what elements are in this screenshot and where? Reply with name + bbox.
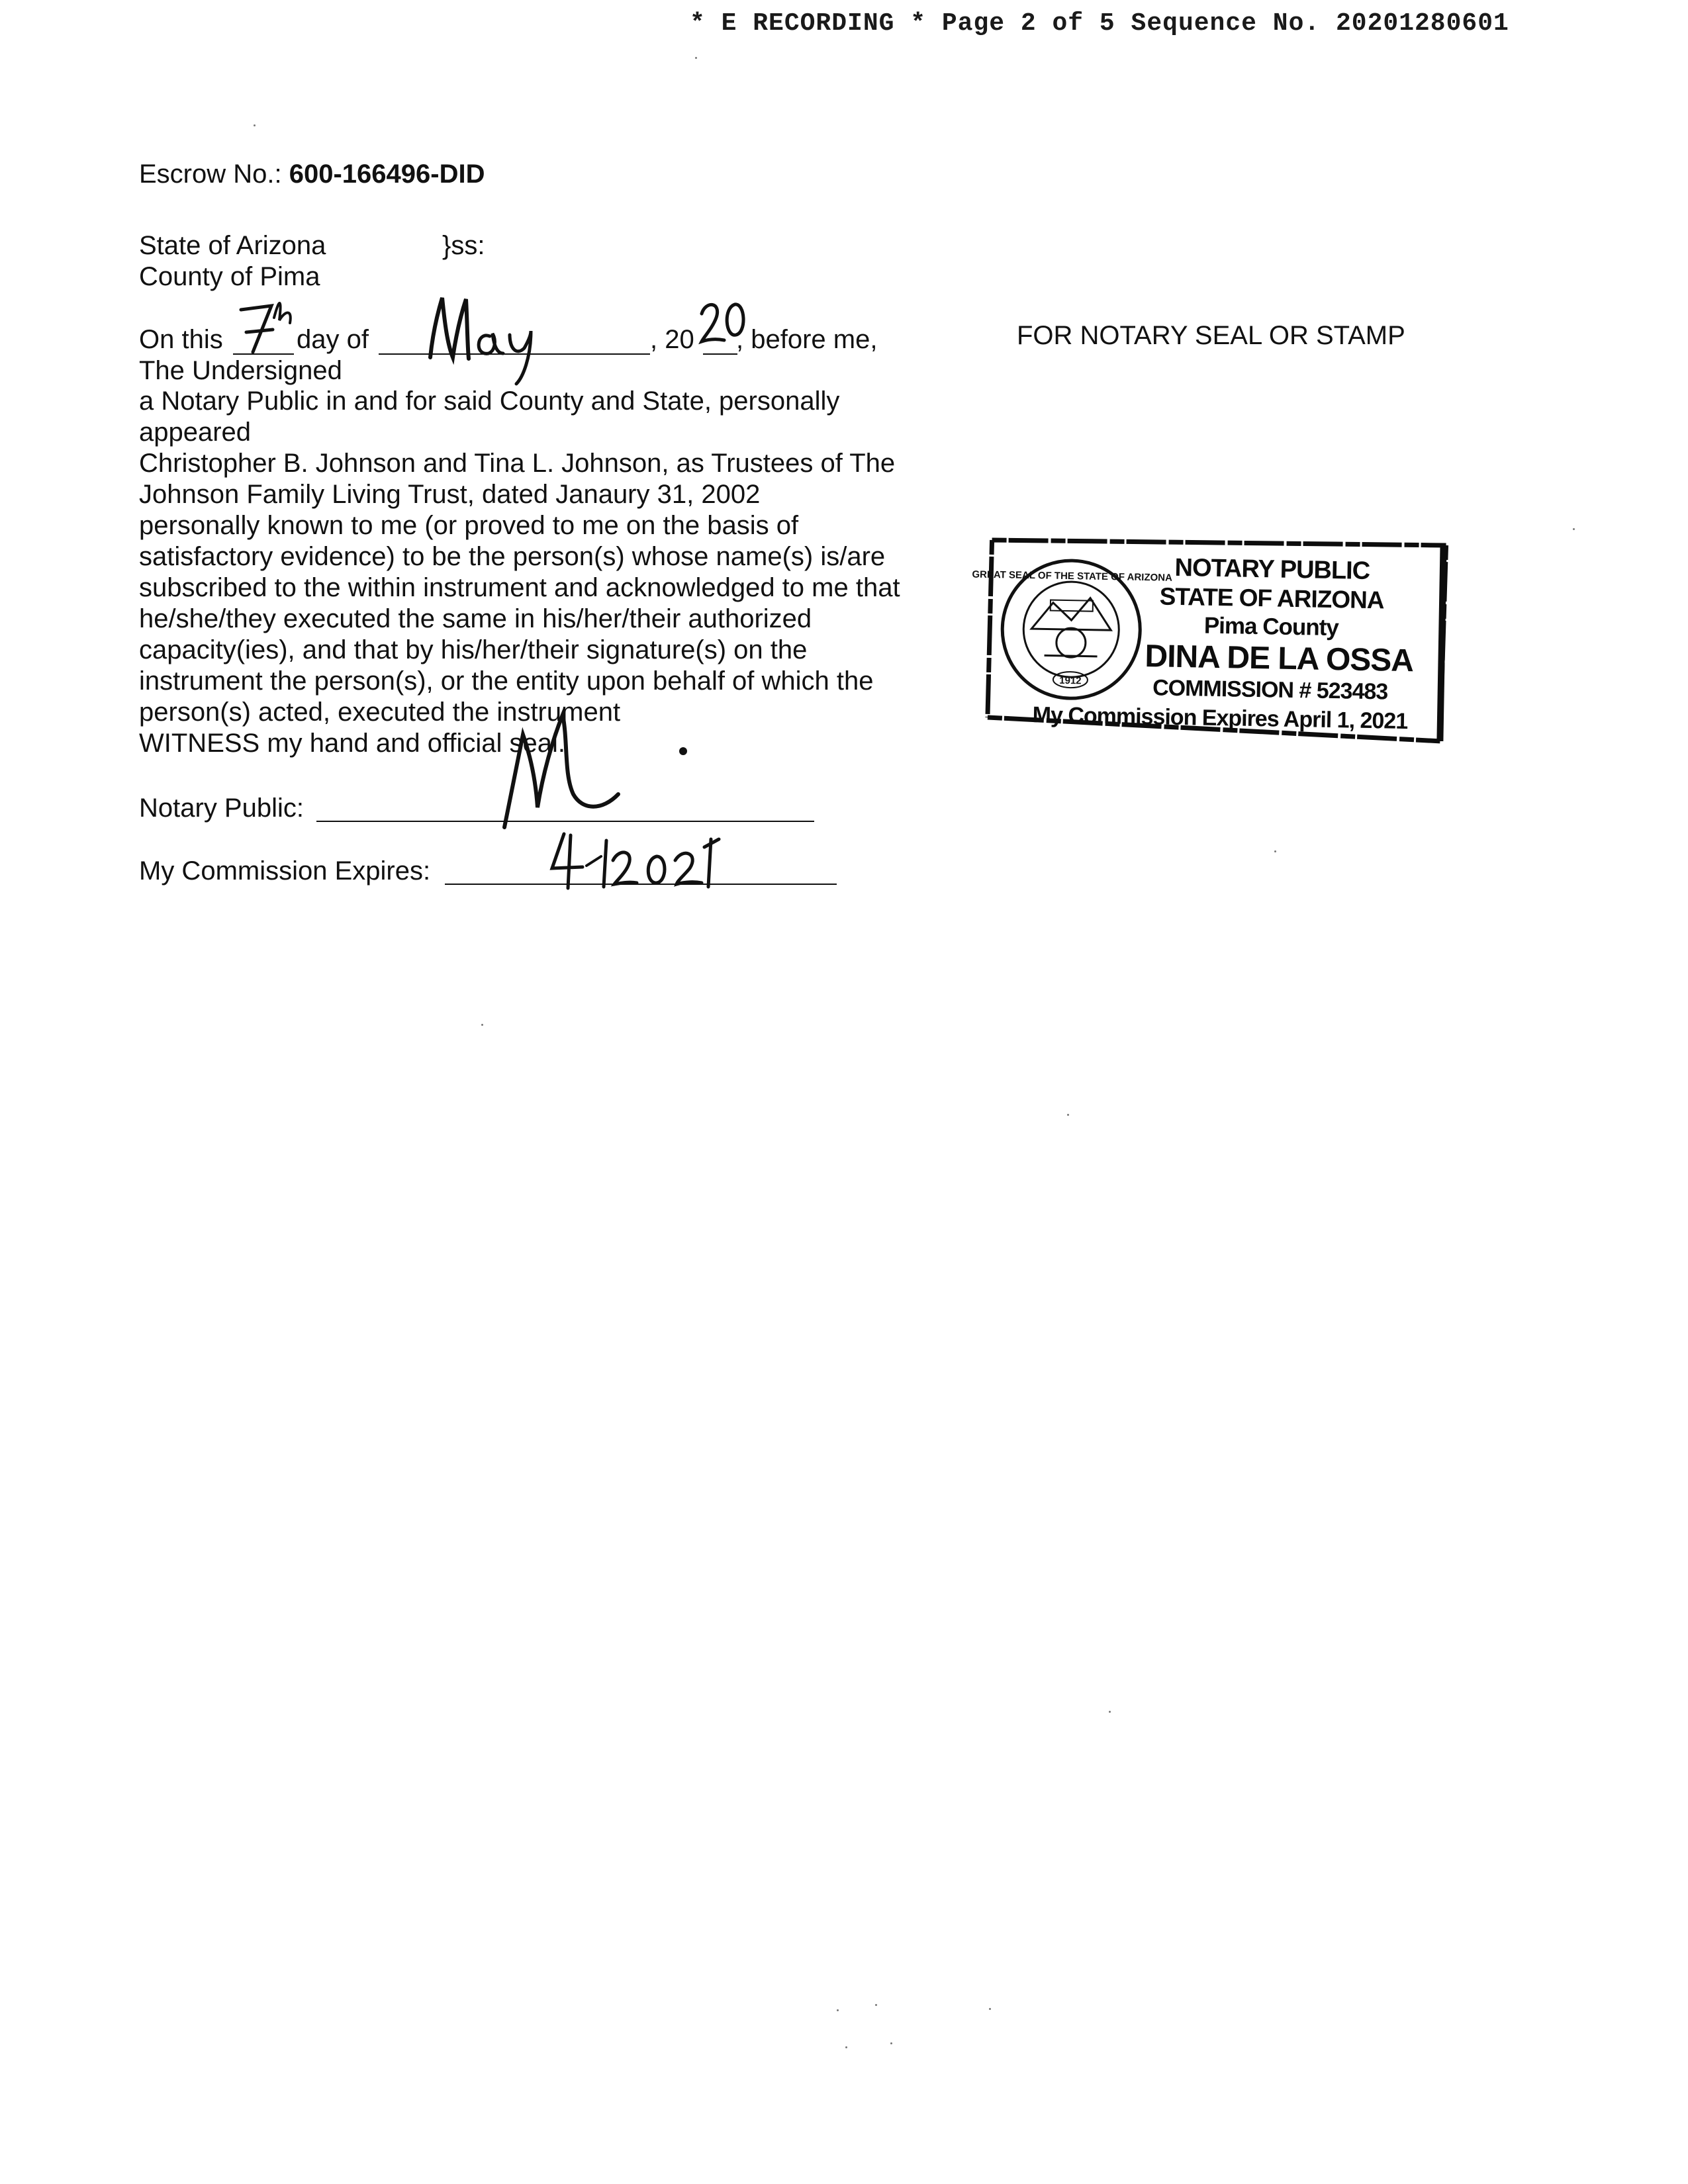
seal-text: GREAT SEAL OF THE STATE OF ARIZONA: [972, 569, 1173, 584]
notary-seal-caption: FOR NOTARY SEAL OR STAMP: [1017, 321, 1405, 350]
scan-speck: [989, 2008, 991, 2010]
commission-expires-line: [445, 884, 837, 885]
body-line-1: a Notary Public in and for said County and State, personally: [139, 387, 840, 416]
day-blank: [233, 353, 294, 355]
scan-speck: [481, 1024, 483, 1026]
undersigned-line: The Undersigned: [139, 356, 342, 385]
day-of-label: day of: [297, 325, 369, 354]
body-line-10: instrument the person(s), or the entity upon behalf of which the: [139, 666, 874, 696]
commission-expires-label: My Commission Expires:: [139, 856, 431, 886]
escrow-number: 600-166496-DID: [289, 159, 485, 189]
scan-speck: [837, 2009, 839, 2011]
venue-county: County of Pima: [139, 262, 320, 291]
stamp-commission-number: COMMISSION # 523483: [1152, 675, 1388, 705]
page-indicator: Page 2 of 5: [941, 9, 1115, 38]
handwritten-month: [424, 285, 556, 390]
handwritten-day: [233, 291, 306, 357]
body-line-7: subscribed to the within instrument and acknowledged to me that: [139, 573, 900, 602]
body-line-8: he/she/they executed the same in his/her/their authorized: [139, 604, 812, 633]
scan-speck: [890, 2042, 892, 2044]
escrow-label: Escrow No.:: [139, 159, 282, 189]
witness-line: WITNESS my hand and official seal.: [139, 729, 565, 758]
venue-state: State of Arizona: [139, 231, 326, 260]
year-prefix: , 20: [650, 325, 694, 354]
scan-speck: [845, 2046, 847, 2048]
notary-stamp: [972, 532, 1451, 749]
body-line-6: satisfactory evidence) to be the person(s) whose name(s) is/are: [139, 542, 886, 571]
scan-speck: [1573, 528, 1575, 530]
on-this-label: On this: [139, 325, 223, 354]
stamp-state: STATE OF ARIZONA: [1159, 582, 1384, 614]
month-blank: [379, 353, 650, 355]
scan-speck: [875, 2004, 877, 2006]
stamp-notary-name: DINA DE LA OSSA: [1145, 639, 1414, 679]
recording-header: [690, 9, 1590, 38]
body-line-9: capacity(ies), and that by his/her/their signature(s) on the: [139, 635, 808, 664]
scan-speck: [254, 124, 256, 126]
scan-speck: [695, 57, 697, 59]
recording-label: * E RECORDING *: [690, 9, 927, 38]
notary-public-label: Notary Public:: [139, 794, 304, 823]
scan-speck: [1274, 850, 1276, 852]
sequence-number: Sequence No. 20201280601: [1131, 9, 1509, 38]
stamp-commission-expires: My Commission Expires April 1, 2021: [1032, 702, 1408, 735]
venue-ss: }ss:: [442, 231, 485, 260]
scan-speck: [1109, 1711, 1111, 1713]
body-line-11: person(s) acted, executed the instrument: [139, 698, 621, 727]
before-me-label: , before me,: [736, 325, 878, 354]
stamp-county: Pima County: [1203, 612, 1339, 641]
body-line-5: personally known to me (or proved to me on the basis of: [139, 511, 799, 540]
scan-speck: [1067, 1114, 1069, 1116]
body-line-3: Christopher B. Johnson and Tina L. Johnson, as Trustees of The: [139, 449, 896, 478]
seal-year: 1912: [1059, 674, 1082, 687]
escrow-line: [139, 159, 485, 190]
notary-signature-line: [316, 821, 814, 822]
great-seal-icon: [972, 555, 1173, 704]
body-line-2: appeared: [139, 418, 252, 447]
stamp-notary-public: NOTARY PUBLIC: [1174, 553, 1370, 585]
year-blank: [703, 353, 737, 355]
body-line-4: Johnson Family Living Trust, dated Janaury 31, 2002: [139, 480, 761, 509]
handwritten-expiry-date: [545, 827, 737, 900]
